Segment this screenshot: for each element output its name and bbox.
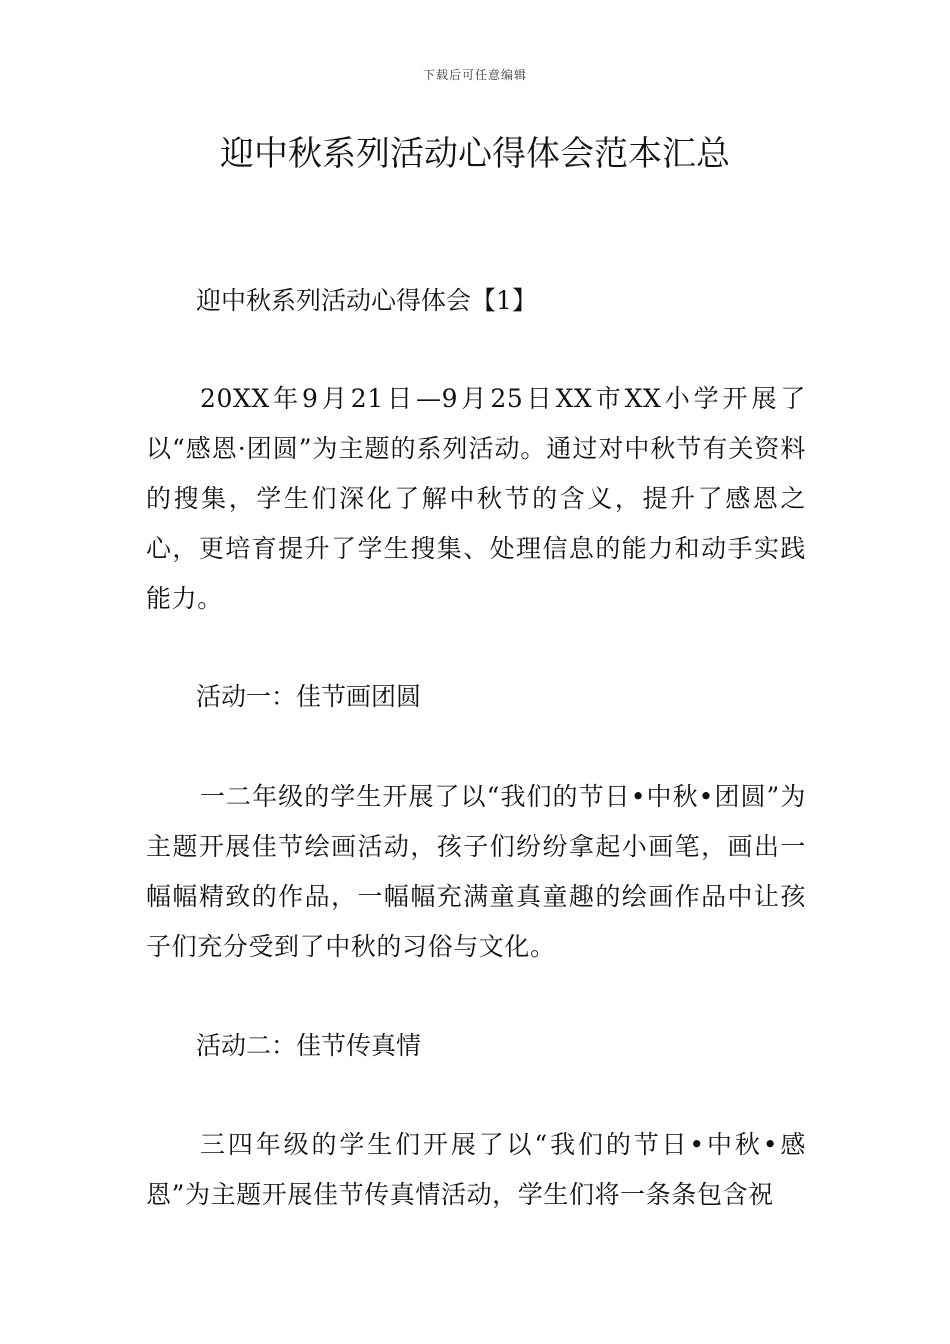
activity1-heading: 活动一：佳节画团圆 — [196, 682, 422, 711]
activity2-heading: 活动二：佳节传真情 — [196, 1031, 422, 1060]
activity2-paragraph: 三四年级的学生们开展了以“我们的节日•中秋•感恩”为主题开展佳节传真情活动，学生们将一条条包含祝 — [146, 1130, 806, 1209]
document-title: 迎中秋系列活动心得体会范本汇总 — [220, 134, 730, 174]
activity1-paragraph: 一二年级的学生开展了以“我们的节日•中秋•团圆”为主题开展佳节绘画活动，孩子们纷纷拿起小画笔，画出一幅幅精致的作品，一幅幅充满童真童趣的绘画作品中让孩子们充分受到了中秋的习俗与文化。 — [146, 782, 806, 961]
intro-paragraph: 20XX年9月21日—9月25日XX市XX小学开展了以“感恩·团圆”为主题的系列活动。通过对中秋节有关资料的搜集，学生们深化了解中秋节的含义，提升了感恩之心，更培育提升了学生搜集、处理信息的能力和动手实践能力。 — [146, 384, 806, 613]
header-note: 下载后可任意编辑 — [422, 68, 527, 82]
section-heading: 迎中秋系列活动心得体会【1】 — [196, 286, 537, 315]
